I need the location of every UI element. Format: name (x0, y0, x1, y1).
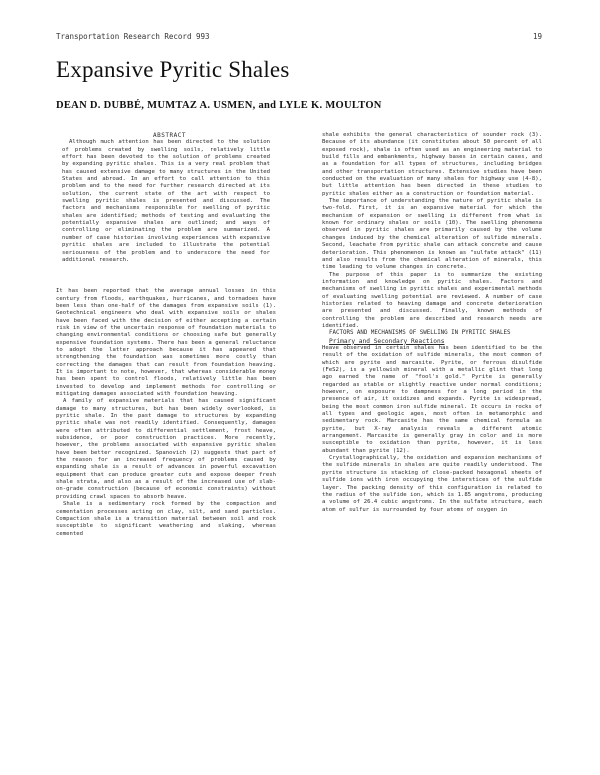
abstract-text: Although much attention has been directed to the solution of problems created by swelling soils, relatively little effort has been devoted to the solution of problems created by expanding pyritic shales. This is a very real problem that has caused extensive damage to many structures in the United States and abroad. In an effort to call attention to this problem and to the need for further research directed at its solution, the current state of the art with respect to swelling pyritic shales is presented and discussed. The factors and mechanisms responsible for swelling of pyritic shales are identified; methods of testing and evaluating the potentially expansive shales are outlined; and ways of controlling or eliminating the problem are summarized. A number of case histories involving experiences with expansive pyritic shales are included to illustrate the potential seriousness of the problem and to underscore the need for additional research. (62, 139, 270, 263)
running-head (56, 32, 542, 41)
paper-title: Expansive Pyritic Shales (56, 57, 290, 82)
body-paragraph: The importance of understanding the nature of pyritic shale is two-fold. First, it is an expansive material for which the mechanism of expansion or swelling is different from what is known for ordinary shales or soils (10). The swelling phenomena observed in pyritic shales are primarily caused by the volume changes induced by the chemical alteration of sulfide minerals. Second, leachate from pyritic shale can attack concrete and cause deterioration. This phenomenon is known as "sulfate attack" (11) and also results from the chemical alteration of minerals, this time leading to volume changes in concrete. (322, 198, 542, 271)
body-paragraph: Crystallographically, the oxidation and expansion mechanisms of the sulfide minerals in shales are quite readily understood. The pyrite structure is stacking of close-packed hexagonal sheets of sulfide ions with iron occupying the interstices of the sulfide layer. The packing density of this configuration is related to the radius of the sulfide ion, which is 1.85 angstroms, producing a volume of 26.4 cubic angstroms. In the sulfate structure, each atom of sulfur is surrounded by four atoms of oxygen in (322, 455, 542, 513)
body-paragraph: shale exhibits the general characteristics of sounder rock (3). Because of its abundance (it constitutes about 50 percent of all exposed rock), shale is often used as an engineering material to build fills and embankments, highway bases in certain cases, and as a foundation for all types of structures, including bridges and other transportation structures. Extensive studies have been conducted on the evaluation of many shales for highway use (4-8), but little attention has been directed in these studies to pyritic shales either as a construction or foundation material. (322, 132, 542, 197)
left-column (56, 132, 276, 538)
abstract-heading: ABSTRACT (153, 132, 186, 139)
section-heading: FACTORS AND MECHANISMS OF SWELLING IN PYRITIC SHALES (329, 330, 511, 337)
body-paragraph: A family of expansive materials that has caused significant damage to many structures, but has been widely overlooked, is pyritic shale. In the past damage to structures by expanding pyritic shale was not readily identified. Consequently, damages were often attributed to differential settlement, frost heave, subsidence, or poor construction practices. More recently, however, the problems associated with expansive pyritic shales have been better recognized. Spanovich (2) suggests that part of the reason for an increased frequency of problems caused by expanding shale is a result of advances in powerful excavation equipment that can produce greater cuts and expose deeper fresh shale strata, and also as a result of the increased use of slab-on-grade construction (because of economic constraints) without providing crawl spaces to absorb heave. (56, 398, 276, 500)
body-paragraph: Shale is a sedimentary rock formed by the compaction and cementation processes acting on clay, silt, and sand particles. Compaction shale is a transition material between soil and rock susceptible to significant weathering and slaking, whereas cemented (56, 501, 276, 537)
page-number: 19 (532, 32, 542, 41)
journal-name: Transportation Research Record 993 (56, 32, 210, 41)
subsection-heading: Primary and Secondary Reactions (329, 337, 445, 345)
body-paragraph: The purpose of this paper is to summarize the existing information and knowledge on pyritic shales. Factors and mechanisms of swelling in pyritic shales and experimental methods of evaluating swelling potential are reviewed. A number of case histories related to heaving damage and concrete deterioration are presented and discussed. Finally, known methods of controlling the problem are described and research needs are identified. (322, 271, 542, 329)
body-paragraph: It has been reported that the average annual losses in this century from floods, earthquakes, hurricanes, and tornadoes have been less than one-half of the damages from expansive soils (1). Geotechnical engineers who deal with expansive soils or shales have been faced with the decision of either accepting a certain risk in view of the uncertain response of foundation materials to changing environmental conditions or choosing safe but generally expensive foundation systems. There has been a general reluctance to adopt the latter approach because it has appeared that strengthening the foundation was sometimes more costly than correcting the damages that can result from foundation heaving. It is important to note, however, that whereas considerable money has been spent to control floods, relatively little has been invested to develop and implement methods for controlling or mitigating damages associated with foundation heaving. (56, 288, 276, 397)
right-column (322, 132, 542, 514)
body-paragraph: Heave observed in certain shales has been identified to be the result of the oxidation of sulfide minerals, the most common of which are pyrite and marcasite. Pyrite, or ferrous disulfide (FeS2), is a yellowish mineral with a metallic glint that long ago earned the name of "fool's gold." Pyrite is generally regarded as stable or slightly reactive under normal conditions; however, on exposure to dampness for a long period in the presence of air, it oxidizes and expands. Pyrite is widespread, being the most common iron sulfide mineral. It occurs in rocks of all types and geologic ages, most often in metamorphic and sedimentary rock. Marcasite has the same chemical formula as pyrite, but X-ray analysis reveals a different atomic arrangement. Marcasite is generally gray in color and is more susceptible to oxidation than pyrite, however, it is less abundant than pyrite (12). (322, 344, 542, 454)
author-list: DEAN D. DUBBÉ, MUMTAZ A. USMEN, and LYLE K. MOULTON (56, 100, 382, 111)
